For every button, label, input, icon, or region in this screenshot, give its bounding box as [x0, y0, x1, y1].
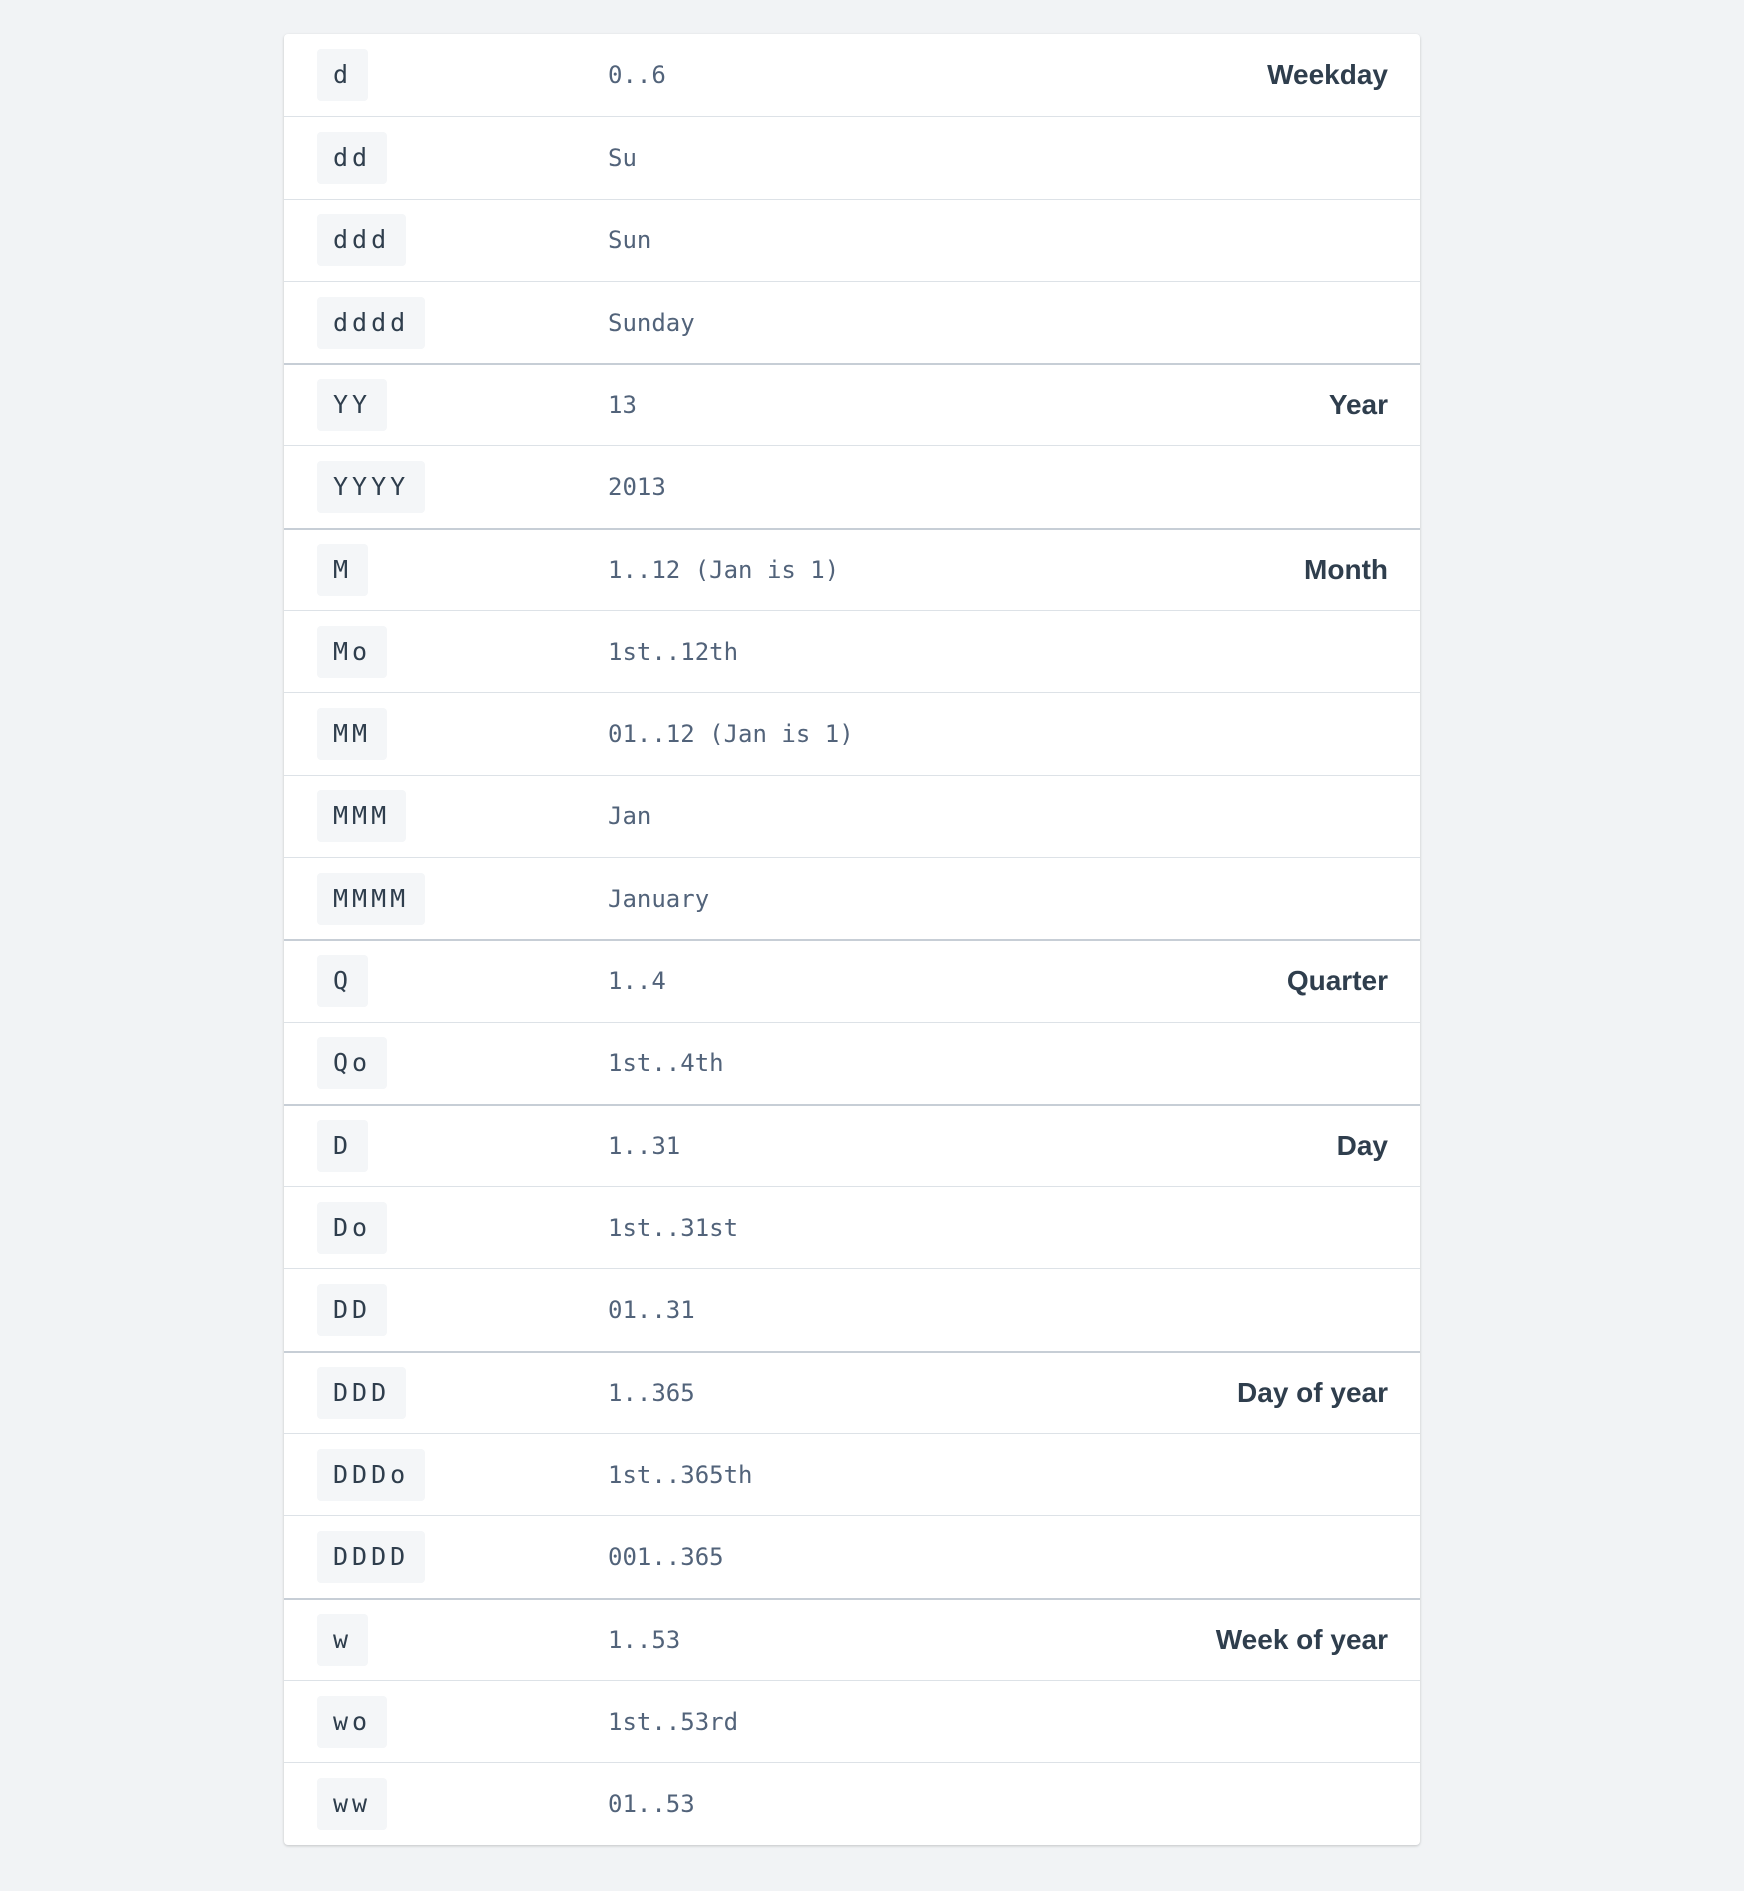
table-row	[284, 857, 1420, 939]
table-row	[284, 610, 1420, 692]
output-example: 13	[608, 391, 637, 420]
output-example: 1st..4th	[608, 1049, 724, 1078]
table-row	[284, 1762, 1420, 1844]
table-row	[284, 281, 1420, 363]
format-token: MM	[317, 708, 387, 760]
group-label: Month	[1304, 553, 1388, 585]
output-example: 1..12 (Jan is 1)	[608, 555, 840, 584]
format-token: DDD	[317, 1367, 406, 1419]
format-token: ww	[317, 1778, 387, 1830]
group-label: Day of year	[1237, 1376, 1388, 1408]
output-example: January	[608, 884, 710, 913]
output-example: 01..53	[608, 1789, 695, 1818]
format-token: D	[317, 1120, 368, 1172]
format-token: d	[317, 49, 368, 101]
format-token: dddd	[317, 297, 425, 349]
group-label: Quarter	[1286, 965, 1388, 997]
table-row	[284, 1515, 1420, 1597]
table-row	[284, 1680, 1420, 1762]
format-token: YY	[317, 379, 387, 431]
format-token: MMM	[317, 790, 406, 842]
format-token: dd	[317, 132, 387, 184]
group-label: Weekday	[1267, 59, 1388, 91]
format-token: DDDo	[317, 1449, 425, 1501]
output-example: 0..6	[608, 61, 666, 90]
format-token: MMMM	[317, 873, 425, 925]
table-row	[284, 939, 1420, 1021]
table-row	[284, 1351, 1420, 1433]
output-example: 1..31	[608, 1132, 681, 1160]
output-example: 01..12 (Jan is 1)	[608, 720, 854, 749]
output-example: Jan	[608, 802, 652, 831]
format-token: M	[317, 544, 368, 596]
output-example: Sun	[608, 226, 652, 255]
table-row	[284, 445, 1420, 527]
table-row	[284, 1022, 1420, 1104]
format-token: Mo	[317, 626, 387, 678]
output-example: 1st..31st	[608, 1213, 739, 1242]
output-example: 1..53	[608, 1625, 681, 1654]
table-row	[284, 1268, 1420, 1350]
format-token: Q	[317, 955, 368, 1007]
output-example: 1st..12th	[608, 637, 739, 666]
output-example: Su	[608, 143, 637, 172]
table-row	[284, 1433, 1420, 1515]
format-token-table	[284, 34, 1420, 1845]
output-example: 1st..53rd	[608, 1707, 739, 1736]
group-label: Year	[1328, 389, 1388, 421]
format-token: ddd	[317, 214, 406, 266]
table-row	[284, 1104, 1420, 1186]
table-row	[284, 528, 1420, 610]
output-example: 1st..365th	[608, 1460, 753, 1489]
format-token: Qo	[317, 1037, 387, 1089]
group-label: Week of year	[1215, 1623, 1388, 1655]
output-example: 1..365	[608, 1378, 695, 1407]
table-row	[284, 363, 1420, 445]
format-token: w	[317, 1614, 368, 1666]
table-row	[284, 34, 1420, 116]
output-example: 2013	[608, 473, 666, 502]
format-token: Do	[317, 1202, 387, 1254]
table-row	[284, 1598, 1420, 1680]
table-row	[284, 199, 1420, 281]
table-row	[284, 1186, 1420, 1268]
table-row	[284, 116, 1420, 198]
format-token: DDDD	[317, 1531, 425, 1583]
output-example: 1..4	[608, 967, 666, 996]
output-example: Sunday	[608, 308, 695, 337]
table-row	[284, 775, 1420, 857]
format-token: YYYY	[317, 461, 425, 513]
format-token: wo	[317, 1696, 387, 1748]
output-example: 001..365	[608, 1542, 724, 1571]
group-label: Day	[1336, 1130, 1388, 1161]
format-token: DD	[317, 1284, 387, 1336]
output-example: 01..31	[608, 1296, 695, 1325]
table-row	[284, 692, 1420, 774]
